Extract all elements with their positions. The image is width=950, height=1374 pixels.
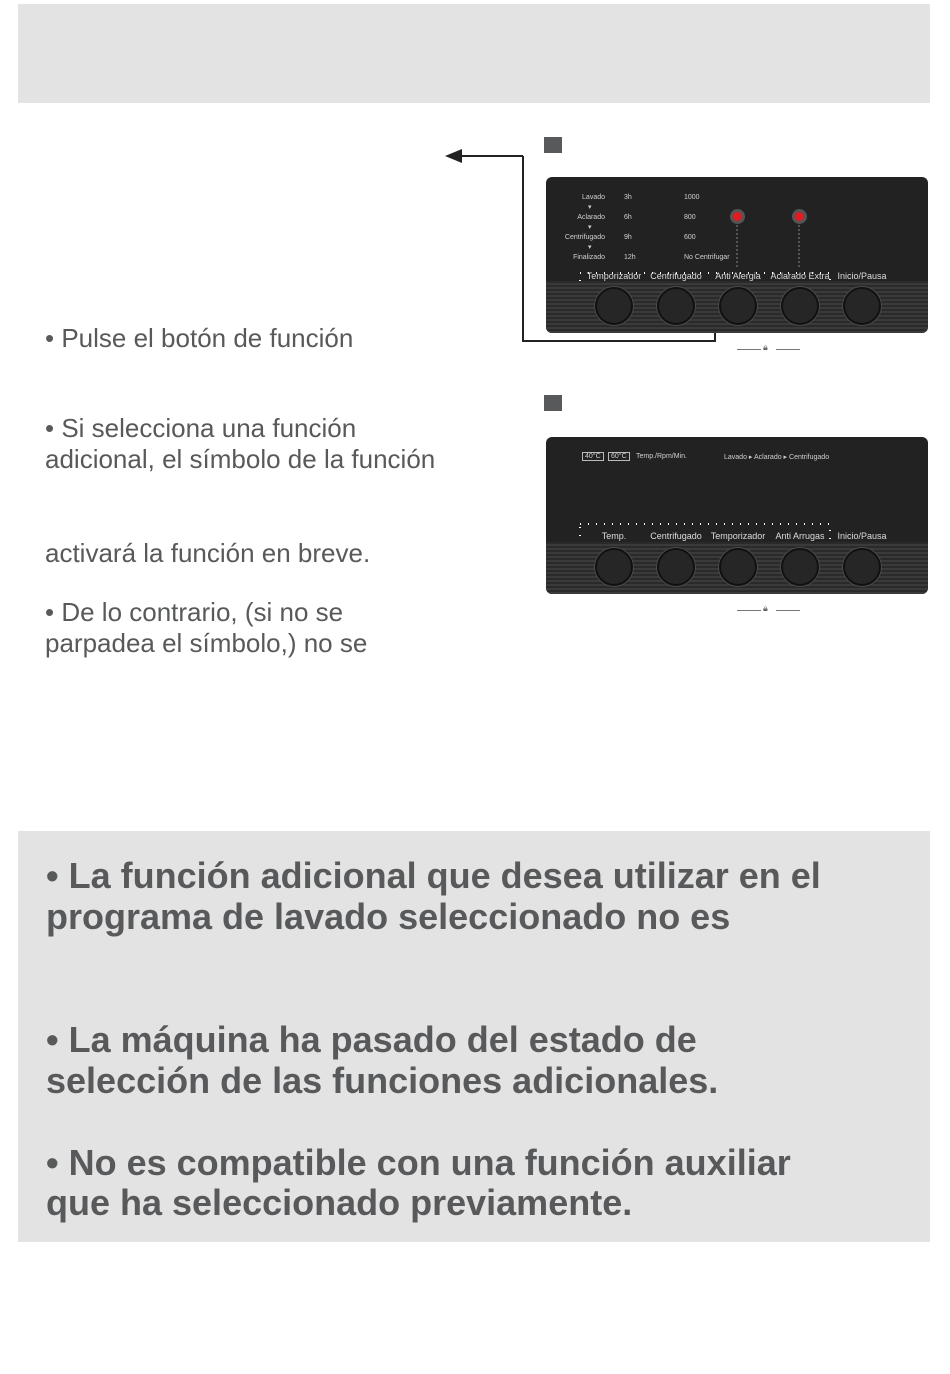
bullet-activate: activará la función en breve. <box>45 538 371 568</box>
stage-sequence: Lavado ▸ Aclarado ▸ Centrifugado <box>724 454 830 461</box>
start-pause-knob[interactable] <box>843 287 881 325</box>
child-lock-icon: 🔒︎ <box>763 342 768 352</box>
anti-allergy-knob[interactable] <box>719 287 757 325</box>
extra-rinse-led-icon <box>795 212 804 221</box>
spin-value: 600 <box>684 234 696 241</box>
figure-marker-2 <box>544 395 562 411</box>
child-lock-bracket <box>737 610 761 611</box>
button-label-spin: Centrifugado <box>650 271 702 281</box>
note-1-line2: programa de lavado seleccionado no es <box>46 896 731 937</box>
header-band <box>18 4 930 103</box>
bullet-else-line1: • De lo contrario, (si no se <box>45 597 344 627</box>
notes-box <box>18 831 930 1242</box>
status-label: Lavado <box>582 194 605 201</box>
note-2-line2: selección de las funciones adicionales. <box>46 1060 719 1101</box>
figure-marker-1 <box>544 137 562 153</box>
button-label-anti-wrinkle: Anti Arrugas <box>775 531 825 541</box>
button-label-timer: Temporizador <box>710 531 766 541</box>
start-pause-knob[interactable] <box>843 548 881 586</box>
temp-knob[interactable] <box>595 548 633 586</box>
display-label: Temp./Rpm/Min. <box>636 453 687 460</box>
bullet-select-line2: adicional, el símbolo de la función <box>45 444 436 474</box>
timer-value: 6h <box>624 214 632 221</box>
spin-value: 800 <box>684 214 696 221</box>
button-label-extra-rinse: Aclarado Extra <box>770 271 830 281</box>
spin-value: No Centrifugar <box>684 254 730 261</box>
timer-value: 9h <box>624 234 632 241</box>
temp-40-badge: 40°C <box>582 452 604 461</box>
control-panel-1 <box>546 177 928 333</box>
bullet-else-line2: parpadea el símbolo,) no se <box>45 628 368 658</box>
button-label-start-pause: Inicio/Pausa <box>837 271 887 281</box>
timer-value: 3h <box>624 194 632 201</box>
status-label: Finalizado <box>573 254 605 261</box>
bullet-press-function: • Pulse el botón de función <box>45 323 354 353</box>
status-arrow-icon: ▾ <box>588 204 592 211</box>
button-label-spin: Centrifugado <box>650 531 702 541</box>
note-3-line2: que ha seleccionado previamente. <box>46 1182 633 1223</box>
note-1-line1: • La función adicional que desea utilizar en el <box>46 855 821 896</box>
child-lock-bracket <box>776 349 800 350</box>
button-label-timer: Temporizador <box>586 271 642 281</box>
temp-60-badge: 60°C <box>608 452 630 461</box>
timer-value: 12h <box>624 254 636 261</box>
timer-knob[interactable] <box>595 287 633 325</box>
anti-allergy-led-icon <box>733 212 742 221</box>
button-label-temp: Temp. <box>601 531 627 541</box>
spin-knob[interactable] <box>657 548 695 586</box>
child-lock-bracket <box>776 610 800 611</box>
control-panel-2 <box>546 437 928 594</box>
status-arrow-icon: ▾ <box>588 224 592 231</box>
button-label-start-pause: Inicio/Pausa <box>837 531 887 541</box>
child-lock-icon: 🔒︎ <box>763 603 768 613</box>
anti-wrinkle-knob[interactable] <box>781 548 819 586</box>
spin-value: 1000 <box>684 194 700 201</box>
bullet-select-line1: • Si selecciona una función <box>45 413 357 443</box>
button-label-anti-allergy: Anti Alergia <box>715 271 761 281</box>
child-lock-bracket <box>737 349 761 350</box>
note-3-line1: • No es compatible con una función auxiliar <box>46 1142 791 1183</box>
timer-knob[interactable] <box>719 548 757 586</box>
note-2-line1: • La máquina ha pasado del estado de <box>46 1019 697 1060</box>
spin-knob[interactable] <box>657 287 695 325</box>
status-label: Aclarado <box>577 214 605 221</box>
extra-rinse-knob[interactable] <box>781 287 819 325</box>
status-label: Centrifugado <box>564 234 605 241</box>
status-arrow-icon: ▾ <box>588 244 592 251</box>
